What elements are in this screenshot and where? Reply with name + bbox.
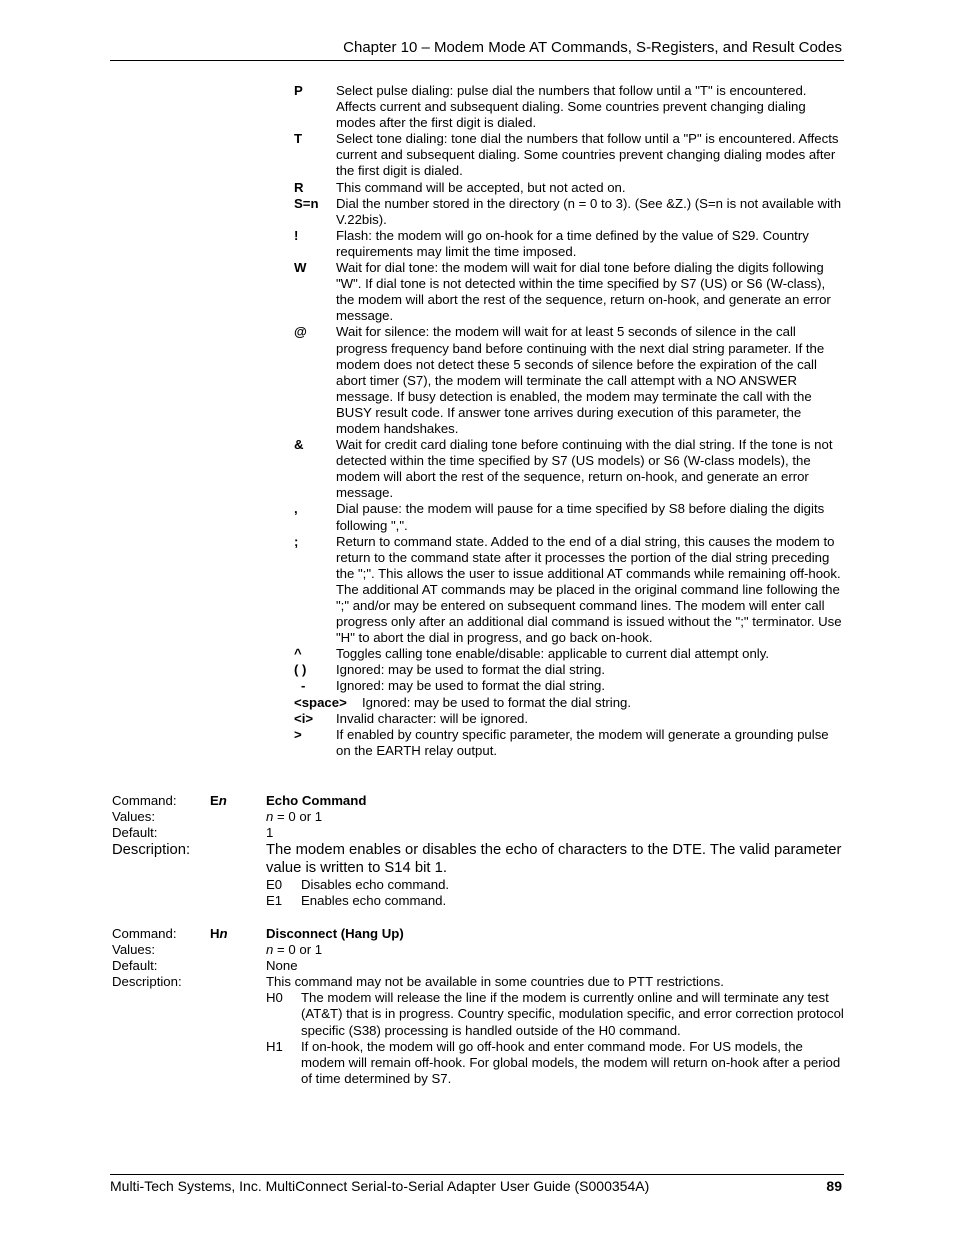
command-title: Echo Command <box>266 793 367 808</box>
modifier-description: Dial pause: the modem will pause for a time specified by S8 before dialing the digits following ",". <box>336 501 825 533</box>
dial-modifier-t <box>294 131 842 179</box>
dial-modifier-caret <box>294 646 842 662</box>
default-row <box>112 825 847 841</box>
option-h0 <box>266 990 847 1038</box>
modifier-symbol: ( ) <box>294 662 307 678</box>
option-code: E1 <box>266 893 283 909</box>
page-number: 89 <box>826 1178 842 1194</box>
option-text: The modem will release the line if the modem is currently online and will terminate any test (AT&T) that is in progress. Country specific, modulation specific, and error correction protocol specific (S38) processing is handled outside of the H0 command. <box>301 990 844 1038</box>
modifier-symbol: <space> <box>294 694 347 710</box>
modifier-description: If enabled by country specific parameter, the modem will generate a grounding pulse on the EARTH relay output. <box>336 726 829 758</box>
modifier-description: Ignored: may be used to format the dial string. <box>362 694 632 710</box>
modifier-description: Select pulse dialing: pulse dial the numbers that follow until a "T" is encountered. Affects current and subsequent dialing. Some countries prevent changing dialing modes after the first digit is dialed. <box>336 83 807 131</box>
modifier-description: Wait for silence: the modem will wait for at least 5 seconds of silence in the call progress frequency band before continuing with the next dial string parameter. If the modem does not detect these 5 seconds of silence before the expiration of the call abort timer (S7), the modem will terminate the call attempt with a NO ANSWER message. If busy detection is enabled, the modem may terminate the call with the BUSY result code. If answer tone arrives during execution of this parameter, the modem handshakes. <box>336 324 825 436</box>
values-text: n = 0 or 1 <box>266 809 323 825</box>
dial-modifier-flash <box>294 228 842 260</box>
default-value: 1 <box>266 825 274 841</box>
option-e1 <box>266 893 847 909</box>
modifier-symbol: ^ <box>294 646 302 662</box>
values-label: Values: <box>112 809 156 825</box>
values-text: n = 0 or 1 <box>266 942 323 958</box>
values-label: Values: <box>112 942 156 958</box>
option-text: Enables echo command. <box>301 893 447 909</box>
command-row <box>112 926 847 942</box>
option-text: If on-hook, the modem will go off-hook and enter command mode. For US models, the modem will remain off-hook. For global models, the modem will return on-hook after a period of time determined by S7. <box>301 1038 841 1086</box>
modifier-symbol: & <box>294 437 304 453</box>
modifier-description: Wait for credit card dialing tone before continuing with the dial string. If the tone is not detected within the time specified by S7 (US models) or S6 (W-class models), the modem will abort the rest of the sequence, return on-hook, and generate an error message. <box>336 437 833 501</box>
modifier-description: Wait for dial tone: the modem will wait for dial tone before dialing the digits following "W". If dial tone is not detected within the time specified by S7 (US) or S6 (W-class), the modem will abort the rest of the sequence, return on-hook, and generate an error message. <box>336 260 831 324</box>
hangup-command-block <box>112 926 847 1087</box>
dial-modifier-s-equals-n <box>294 196 842 228</box>
values-row <box>112 809 847 825</box>
dial-modifier-parentheses <box>294 662 842 678</box>
description-text: This command may not be available in some countries due to PTT restrictions. <box>266 974 724 990</box>
modifier-description: Invalid character: will be ignored. <box>336 710 529 726</box>
option-text: Disables echo command. <box>301 877 450 893</box>
modifier-description: Dial the number stored in the directory (n = 0 to 3). (See &Z.) (S=n is not available with V.22bis). <box>336 195 842 227</box>
modifier-description: Return to command state. Added to the end of a dial string, this causes the modem to return to the command state after it processes the portion of the dial string preceding the ";". This allows the user to issue additional AT commands while remaining off-hook. The additional AT commands may be placed in the original command line following the ";" and/or may be entered on subsequent command lines. The modem will enter call progress only after an additional dial command is issued without the ";" terminator. Use "H" to abort the dial in progress, and go back on-hook. <box>336 533 842 646</box>
modifier-description: Select tone dialing: tone dial the numbers that follow until a "P" is encountered. Affects current and subsequent dialing. Some countries prevent changing dialing modes after the first digit is dialed. <box>336 131 839 179</box>
description-row <box>112 842 847 877</box>
dial-modifier-p <box>294 83 842 131</box>
footer-text: Multi-Tech Systems, Inc. MultiConnect Serial-to-Serial Adapter User Guide (S000354A) <box>110 1178 650 1194</box>
modifier-symbol: > <box>294 726 302 742</box>
default-row <box>112 958 847 974</box>
modifier-symbol: P <box>294 83 303 98</box>
modifier-description: Flash: the modem will go on-hook for a time defined by the value of S29. Country requirements may limit the time imposed. <box>336 227 809 259</box>
option-e0 <box>266 877 847 893</box>
command-name: Hn <box>210 926 228 941</box>
values-row <box>112 942 847 958</box>
modifier-description: This command will be accepted, but not acted on. <box>336 179 626 195</box>
page-header-title: Chapter 10 – Modem Mode AT Commands, S-Registers, and Result Codes <box>343 39 842 56</box>
default-label: Default: <box>112 958 158 974</box>
echo-command-block <box>112 793 847 909</box>
command-label: Command: <box>112 793 177 808</box>
modifier-symbol: @ <box>294 324 307 340</box>
header-rule <box>110 60 844 61</box>
modifier-symbol: S=n <box>294 195 319 211</box>
dial-modifier-r <box>294 180 842 196</box>
command-title: Disconnect (Hang Up) <box>266 926 404 941</box>
footer-rule <box>110 1174 844 1175</box>
dial-modifier-greater-than <box>294 727 842 759</box>
dial-modifier-semicolon <box>294 534 842 647</box>
option-code: H0 <box>266 990 283 1006</box>
description-label: Description: <box>112 974 182 990</box>
dial-modifier-w <box>294 260 842 324</box>
dial-modifier-comma <box>294 501 842 533</box>
modifier-description: Toggles calling tone enable/disable: applicable to current dial attempt only. <box>336 646 770 662</box>
default-value: None <box>266 958 298 974</box>
command-name: En <box>210 793 227 808</box>
modifier-description: Ignored: may be used to format the dial string. <box>336 678 606 694</box>
modifier-symbol: <i> <box>294 710 314 726</box>
dial-modifier-invalid <box>294 711 842 727</box>
description-label: Description: <box>112 842 191 859</box>
modifier-symbol: ! <box>294 227 299 243</box>
modifier-description: Ignored: may be used to format the dial string. <box>336 662 606 678</box>
description-row <box>112 974 847 990</box>
command-label: Command: <box>112 926 177 941</box>
modifier-symbol: T <box>294 131 303 147</box>
modifier-symbol: , <box>294 501 298 517</box>
command-row <box>112 793 847 809</box>
description-text: The modem enables or disables the echo of characters to the DTE. The valid parameter value is written to S14 bit 1. <box>266 842 842 876</box>
modifier-symbol: W <box>294 260 307 276</box>
dial-modifier-list <box>294 83 842 759</box>
modifier-symbol: R <box>294 179 304 195</box>
default-label: Default: <box>112 825 158 841</box>
dial-modifier-ampersand <box>294 437 842 501</box>
dial-modifier-space <box>294 695 842 711</box>
modifier-symbol: ; <box>294 533 299 549</box>
option-code: H1 <box>266 1038 283 1054</box>
dial-modifier-at <box>294 324 842 437</box>
dial-modifier-hyphen <box>294 678 842 694</box>
option-h1 <box>266 1039 847 1087</box>
option-code: E0 <box>266 877 283 893</box>
modifier-symbol: - <box>301 678 306 694</box>
